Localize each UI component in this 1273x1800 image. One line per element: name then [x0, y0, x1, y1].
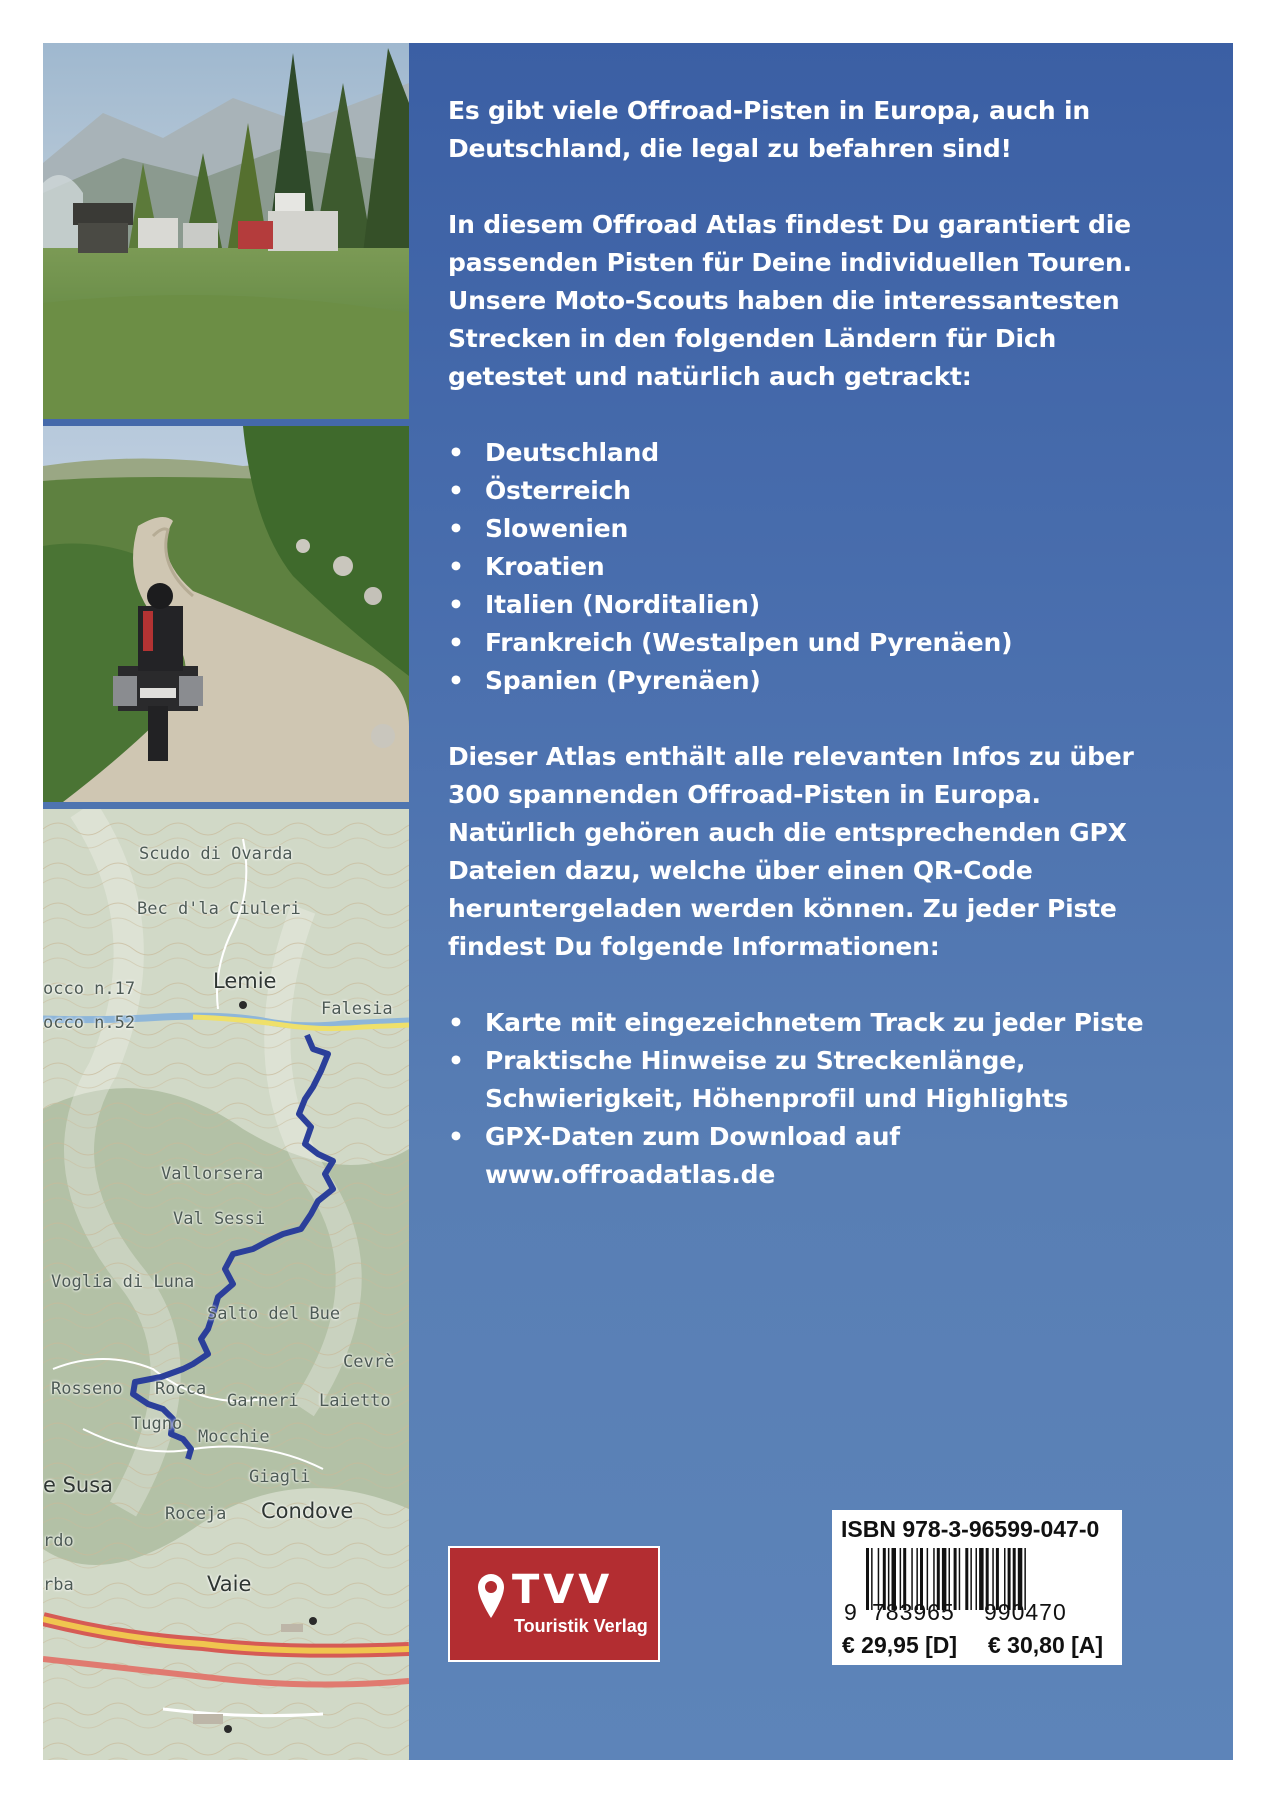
- map-label-rdo: rdo: [43, 1531, 74, 1551]
- barcode-digits-right: 990470: [984, 1599, 1067, 1625]
- atlas-info-paragraph: Dieser Atlas enthält alle relevanten Infos zu über 300 spannenden Offroad-Pisten in Europa. Natürlich gehören auch die entsprechenden GPX Dateien dazu, welche über einen QR-Code heruntergeladen werden können. Zu jeder Piste findest Du folgende Informationen:: [448, 742, 1134, 961]
- map-label-laietto: Laietto: [319, 1391, 391, 1411]
- isbn-number: ISBN 978-3-96599-047-0: [841, 1516, 1100, 1542]
- map-label-mocchie: Mocchie: [198, 1427, 270, 1447]
- barcode-digits-left: 783965: [872, 1599, 955, 1625]
- feature-item: • Karte mit eingezeichnetem Track zu jeder Piste: [448, 1004, 1163, 1042]
- map-label-rocca: Rocca: [155, 1379, 207, 1399]
- map-label-rosseno: Rosseno: [51, 1379, 123, 1399]
- map-label-roceja: Roceja: [165, 1504, 227, 1524]
- isbn-barcode-box: [832, 1510, 1122, 1665]
- country-item: • Slowenien: [448, 510, 1163, 548]
- map-label-voglia: Voglia di Luna: [51, 1272, 195, 1292]
- map-label-vallorsera: Vallorsera: [161, 1164, 264, 1184]
- map-label-salto: Salto del Bue: [207, 1304, 341, 1324]
- map-label-cevre: Cevrè: [343, 1352, 395, 1372]
- country-item: • Spanien (Pyrenäen): [448, 662, 1163, 700]
- country-item: • Frankreich (Westalpen und Pyrenäen): [448, 624, 1163, 662]
- map-label-garneri: Garneri: [227, 1391, 299, 1411]
- description-paragraph: In diesem Offroad Atlas findest Du garantiert die passenden Pisten für Deine individuellen Touren. Unsere Moto-Scouts haben die interessantesten Strecken in den folgenden Ländern für Dich getestet und natürlich auch getrackt:: [448, 210, 1132, 391]
- map-label-valsessi: Val Sessi: [173, 1209, 266, 1229]
- map-pin-icon: [476, 1572, 506, 1620]
- logo-wordmark: TVV: [512, 1567, 614, 1613]
- intro-paragraph: Es gibt viele Offroad-Pisten in Europa, auch in Deutschland, die legal zu befahren sind!: [448, 96, 1090, 163]
- camp-photo: [43, 43, 409, 419]
- map-label-susa: e Susa: [43, 1473, 114, 1497]
- map-label-rocco52: occo n.52: [43, 1013, 136, 1033]
- country-item: • Italien (Norditalien): [448, 586, 1163, 624]
- map-label-giagli: Giagli: [249, 1467, 311, 1487]
- price-austria: € 30,80 [A]: [988, 1632, 1104, 1658]
- feature-list: [448, 1004, 1163, 1194]
- publisher-logo: [448, 1546, 660, 1662]
- feature-item: • Praktische Hinweise zu Streckenlänge, Schwierigkeit, Höhenprofil und Highlights: [448, 1042, 1163, 1118]
- blurb-text: [448, 92, 1163, 1232]
- topographic-map: [43, 809, 409, 1760]
- country-item: • Deutschland: [448, 434, 1163, 472]
- map-label-condove: Condove: [261, 1499, 354, 1523]
- logo-subtitle: Touristik Verlag: [514, 1616, 648, 1636]
- country-item: • Österreich: [448, 472, 1163, 510]
- country-item: • Kroatien: [448, 548, 1163, 586]
- map-label-scudo: Scudo di Ovarda: [139, 844, 293, 864]
- map-label-rocco17: occo n.17: [43, 979, 136, 999]
- map-label-falesia: Falesia: [321, 999, 393, 1019]
- map-label-lemie: Lemie: [213, 969, 277, 993]
- feature-item: • GPX-Daten zum Download auf www.offroadatlas.de: [448, 1118, 1163, 1194]
- barcode-digit-first: 9: [844, 1599, 857, 1625]
- country-list: [448, 434, 1163, 700]
- price-germany: € 29,95 [D]: [842, 1632, 958, 1658]
- motorcycle-photo: [43, 426, 409, 802]
- map-label-bec: Bec d'la Ciuleri: [137, 899, 301, 919]
- map-label-vaie: Vaie: [207, 1572, 252, 1596]
- map-label-tugno: Tugno: [131, 1414, 183, 1434]
- map-label-rba: rba: [43, 1575, 74, 1595]
